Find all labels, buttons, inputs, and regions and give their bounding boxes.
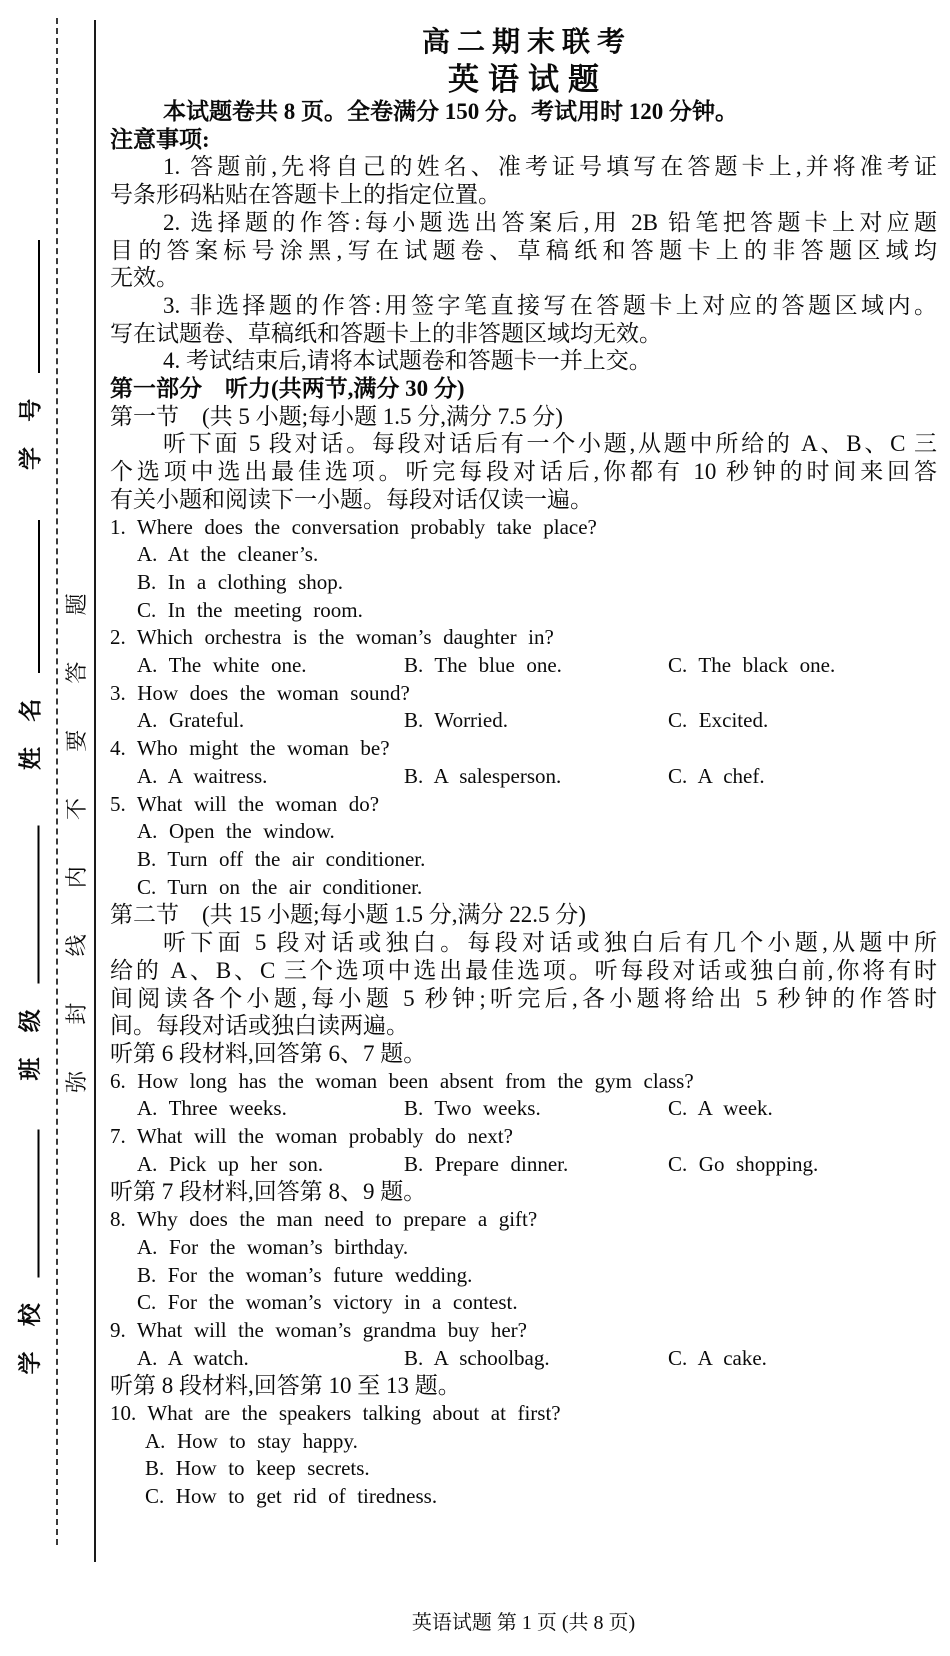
- subject-title: 英语试题: [448, 62, 608, 97]
- text-line: 8. Why does the man need to prepare a gift?: [110, 1207, 538, 1232]
- option: C. The black one.: [668, 653, 836, 678]
- text-line: A. For the woman’s birthday.: [137, 1234, 409, 1259]
- class-field: [16, 826, 44, 1081]
- text-line: 1. 答题前,先将自己的姓名、准考证号填写在答题卡上,并将准考证: [163, 154, 937, 180]
- text-line: 听下面 5 段对话或独白。每段对话或独白后有几个小题,从题中所: [163, 930, 937, 956]
- text-line: 目的答案标号涂黑,写在试题卷、草稿纸和答题卡上的非答题区域均: [110, 237, 937, 263]
- text-line: 3. 非选择题的作答:用签字笔直接写在答题卡上对应的答题区域内。: [163, 292, 937, 318]
- option: B. A salesperson.: [404, 763, 562, 788]
- option-row: [110, 1095, 937, 1123]
- option: B. Two weeks.: [404, 1096, 541, 1121]
- text-line: 间阅读各个小题,每小题 5 秒钟;听完后,各小题将给出 5 秒钟的作答时: [110, 985, 937, 1011]
- text-line: 间。每段对话或独白读两遍。: [110, 1013, 409, 1039]
- body-lines: [110, 98, 937, 1511]
- text-line: 6. How long has the woman been absent from the gym class?: [110, 1068, 694, 1093]
- option: A. A waitress.: [137, 763, 268, 788]
- text-line: 7. What will the woman probably do next?: [110, 1124, 513, 1149]
- text-line: 本试题卷共 8 页。全卷满分 150 分。考试用时 120 分钟。: [163, 99, 738, 124]
- text-line: 听第 6 段材料,回答第 6、7 题。: [110, 1040, 427, 1066]
- option: B. Worried.: [404, 708, 508, 733]
- school-field: [16, 1130, 44, 1375]
- text-line: 4. Who might the woman be?: [110, 736, 390, 761]
- text-line: A. How to stay happy.: [145, 1428, 358, 1453]
- school-label: 学校: [17, 1277, 43, 1375]
- option-row: [110, 763, 937, 791]
- text-line: 听第 7 段材料,回答第 8、9 题。: [110, 1179, 427, 1205]
- text-line: 给的 A、B、C 三个选项中选出最佳选项。听每段对话或独白前,你将有时: [110, 957, 937, 983]
- option: A. The white one.: [137, 653, 307, 678]
- text-line: 3. How does the woman sound?: [110, 680, 410, 705]
- text-line: 9. What will the woman’s grandma buy her?: [110, 1317, 527, 1342]
- text-line: C. Turn on the air conditioner.: [137, 874, 423, 899]
- text-line: 听第 8 段材料,回答第 10 至 13 题。: [110, 1373, 461, 1399]
- text-line: B. How to keep secrets.: [145, 1456, 370, 1481]
- text-line: B. For the woman’s future wedding.: [137, 1262, 473, 1287]
- text-line: B. Turn off the air conditioner.: [137, 846, 426, 871]
- school-blank-line: [38, 1130, 40, 1278]
- option-row: [110, 707, 937, 735]
- text-line: 个选项中选出最佳选项。听完每段对话后,你都有 10 秒钟的时间来回答: [110, 459, 937, 485]
- text-line: 有关小题和阅读下一小题。每段对话仅读一遍。: [110, 486, 593, 512]
- text-line: 注意事项:: [110, 126, 210, 152]
- text-line: 第一节 (共 5 小题;每小题 1.5 分,满分 7.5 分): [110, 403, 563, 429]
- text-line: 写在试题卷、草稿纸和答题卡上的非答题区域均无效。: [110, 320, 662, 346]
- name-label: 姓名: [18, 673, 43, 770]
- option: A. A watch.: [137, 1345, 249, 1370]
- option: C. A cake.: [668, 1345, 767, 1370]
- option: C. A week.: [668, 1096, 773, 1121]
- option: A. Grateful.: [137, 708, 245, 733]
- option: B. Prepare dinner.: [404, 1151, 569, 1176]
- text-line: 无效。: [110, 265, 179, 291]
- name-field: [16, 520, 44, 770]
- option-row: [110, 652, 937, 680]
- student-number-field: [16, 240, 44, 470]
- text-line: C. In the meeting room.: [137, 597, 363, 622]
- page-footer: 英语试题 第 1 页 (共 8 页): [411, 1612, 636, 1634]
- text-line: 号条形码粘贴在答题卡上的指定位置。: [110, 182, 501, 208]
- class-label: 班级: [17, 983, 43, 1081]
- option: A. Three weeks.: [137, 1096, 287, 1121]
- text-line: 听下面 5 段对话。每段对话后有一个小题,从题中所给的 A、B、C 三: [163, 431, 937, 457]
- content-border-line: [94, 20, 96, 1562]
- text-line: C. How to get rid of tiredness.: [145, 1484, 438, 1509]
- option-row: [110, 1151, 937, 1179]
- option-row: [110, 1345, 937, 1373]
- text-line: 4. 考试结束后,请将本试题卷和答题卡一并上交。: [163, 348, 652, 374]
- option: C. Go shopping.: [668, 1151, 819, 1176]
- option: A. Pick up her son.: [137, 1151, 324, 1176]
- text-line: 10. What are the speakers talking about at first?: [110, 1401, 561, 1426]
- text-line: C. For the woman’s victory in a contest.: [137, 1290, 518, 1315]
- exam-title: 高二期末联考: [421, 27, 632, 58]
- seal-line-notice: 弥封线内不要答题: [64, 547, 89, 1093]
- seal-dashed-line: [56, 18, 58, 1545]
- text-line: 1. Where does the conversation probably take place?: [110, 514, 597, 539]
- text-line: 第二节 (共 15 小题;每小题 1.5 分,满分 22.5 分): [110, 902, 586, 928]
- option: B. A schoolbag.: [404, 1345, 550, 1370]
- student-number-label: 学号: [18, 373, 43, 470]
- text-line: 第一部分 听力(共两节,满分 30 分): [110, 376, 465, 402]
- class-blank-line: [38, 826, 40, 984]
- option: B. The blue one.: [404, 653, 562, 678]
- text-line: A. Open the window.: [137, 819, 335, 844]
- option: C. Excited.: [668, 708, 769, 733]
- text-line: 2. Which orchestra is the woman’s daughter in?: [110, 625, 554, 650]
- student-number-blank-line: [38, 240, 40, 373]
- text-line: B. In a clothing shop.: [137, 569, 344, 594]
- option: C. A chef.: [668, 763, 765, 788]
- text-line: 5. What will the woman do?: [110, 791, 380, 816]
- text-line: A. At the cleaner’s.: [137, 542, 319, 567]
- name-blank-line: [38, 520, 40, 673]
- text-line: 2. 选择题的作答:每小题选出答案后,用 2B 铅笔把答题卡上对应题: [163, 209, 937, 235]
